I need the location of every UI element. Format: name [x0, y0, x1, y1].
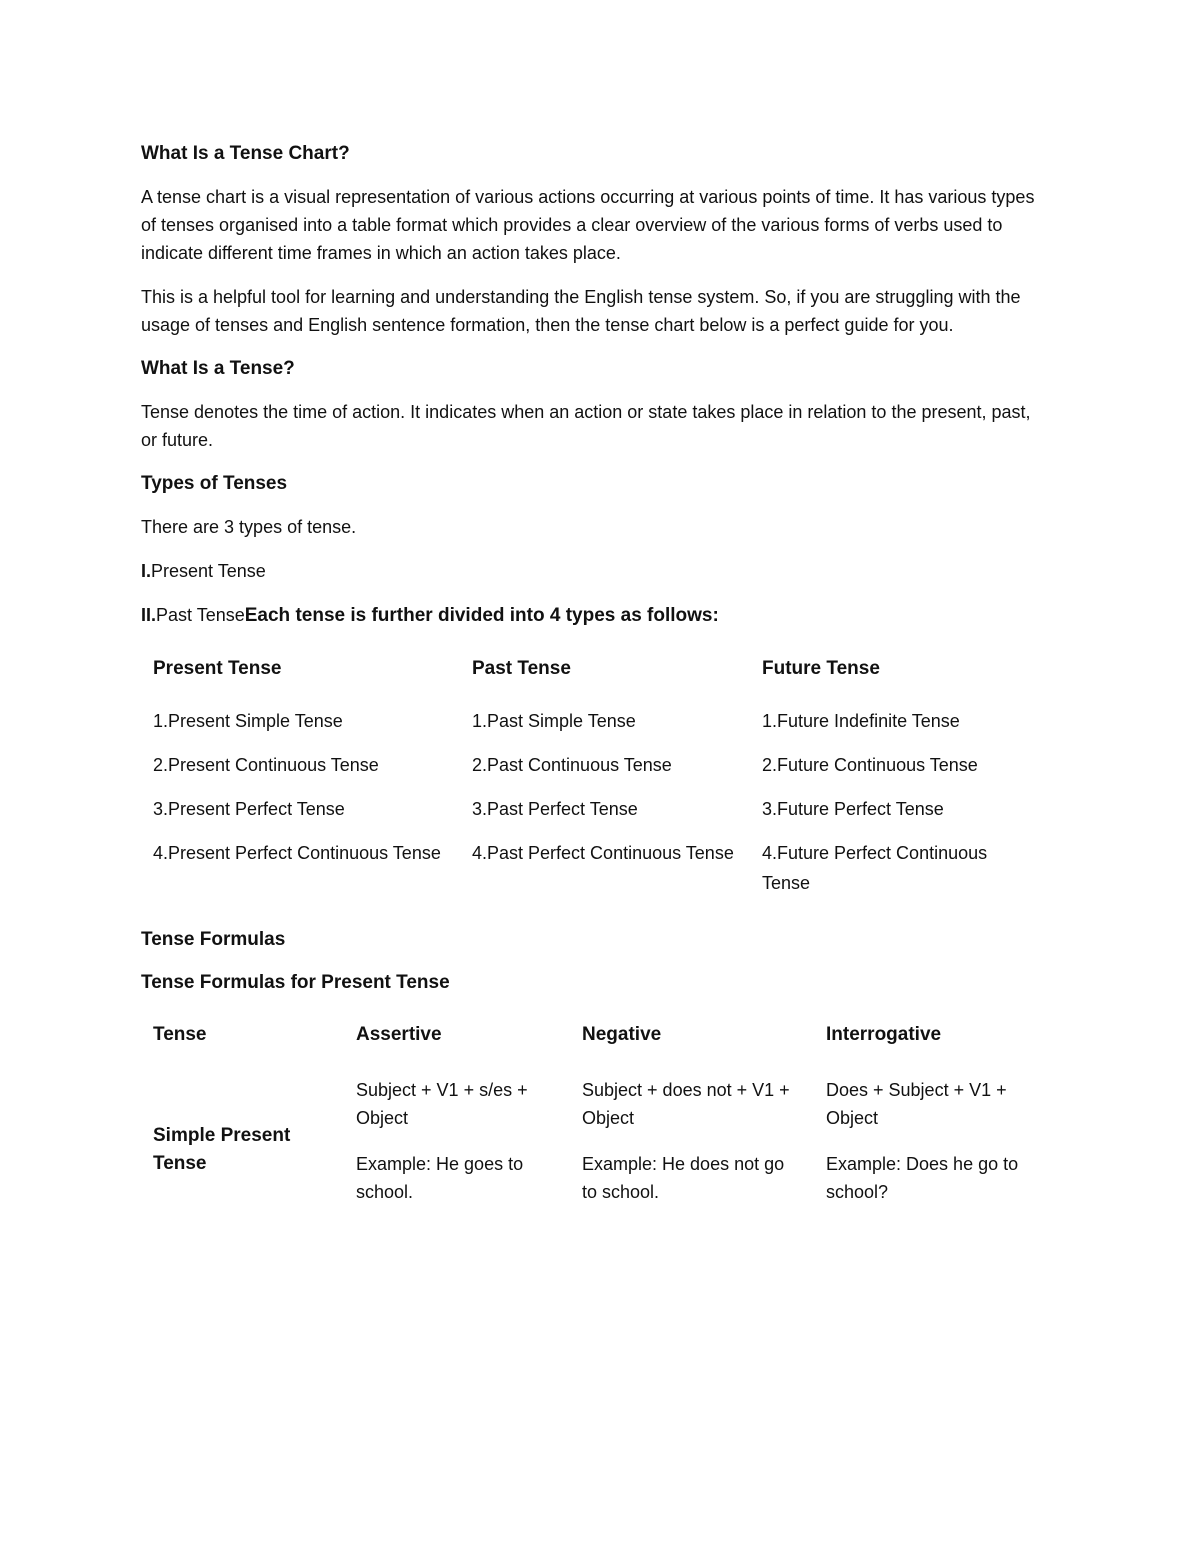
present-formulas-heading: Tense Formulas for Present Tense — [141, 972, 450, 993]
assertive-cell — [344, 1076, 570, 1224]
table-cell: 1.Future Indefinite Tense — [762, 711, 960, 731]
types-count-paragraph: There are 3 types of tense. — [141, 517, 357, 537]
list-item — [141, 557, 1041, 585]
list-item — [141, 601, 1041, 630]
column-header-future: Future Tense — [762, 658, 880, 679]
what-is-tense-heading: What Is a Tense? — [141, 358, 295, 379]
table-cell: 4.Future Perfect Continuous Tense — [762, 843, 988, 893]
table-cell: 1.Present Simple Tense — [153, 711, 343, 731]
table-cell: 3.Future Perfect Tense — [762, 799, 944, 819]
list-item-text: Past Tense — [156, 605, 245, 625]
tense-division-lead: Each tense is further divided into 4 types as follows: — [244, 605, 719, 626]
table-row — [141, 750, 1031, 794]
interrogative-cell — [814, 1076, 1041, 1224]
table-cell: 3.Past Perfect Tense — [472, 799, 638, 819]
table-cell: 3.Present Perfect Tense — [153, 799, 345, 819]
present-tense-formulas-table — [141, 1012, 1041, 1224]
list-item-text: Present Tense — [151, 561, 266, 581]
table-row — [141, 1076, 1041, 1224]
assertive-formula: Subject + V1 + s/es + Object — [356, 1080, 528, 1128]
list-item-number: II. — [141, 605, 157, 625]
tense-definition-paragraph: Tense denotes the time of action. It indicates when an action or state takes place in relation to the present, past, or future. — [141, 402, 1031, 450]
tense-formulas-heading: Tense Formulas — [141, 929, 286, 950]
interrogative-example: Example: Does he go to school? — [826, 1154, 1019, 1202]
column-header-tense: Tense — [153, 1024, 207, 1045]
types-of-tenses-heading: Types of Tenses — [141, 473, 288, 494]
column-header-assertive: Assertive — [356, 1024, 442, 1045]
table-cell: 1.Past Simple Tense — [472, 711, 636, 731]
table-cell: 2.Past Continuous Tense — [472, 755, 672, 775]
negative-cell — [570, 1076, 814, 1224]
column-header-negative: Negative — [582, 1024, 662, 1045]
negative-formula: Subject + does not + V1 + Object — [582, 1080, 790, 1128]
table-cell: 2.Present Continuous Tense — [153, 755, 379, 775]
tense-chart-heading: What Is a Tense Chart? — [141, 143, 350, 164]
table-row — [141, 706, 1031, 750]
table-row — [141, 838, 1031, 912]
table-cell: 2.Future Continuous Tense — [762, 755, 978, 775]
tense-types-table — [141, 646, 1031, 912]
table-header-row — [141, 1012, 1041, 1076]
negative-example: Example: He does not go to school. — [582, 1154, 785, 1202]
document-page — [141, 140, 1041, 1224]
column-header-present: Present Tense — [153, 658, 282, 679]
table-cell: 4.Present Perfect Continuous Tense — [153, 843, 441, 863]
row-header-simple-present: Simple Present Tense — [153, 1125, 291, 1174]
column-header-interrogative: Interrogative — [826, 1024, 942, 1045]
tense-chart-paragraph-1: A tense chart is a visual representation of various actions occurring at various points of time. It has various types of tenses organised into a table format which provides a clear overview of the various forms of verbs used to indicate different time frames in which an action takes place. — [141, 187, 1035, 263]
list-item-number: I. — [141, 561, 152, 581]
tense-chart-paragraph-2: This is a helpful tool for learning and understanding the English tense system. So, if you are struggling with the usage of tenses and English sentence formation, then the tense chart below is a perfect guide for you. — [141, 287, 1021, 335]
interrogative-formula: Does + Subject + V1 + Object — [826, 1080, 1007, 1128]
assertive-example: Example: He goes to school. — [356, 1154, 524, 1202]
table-row — [141, 794, 1031, 838]
table-header-row — [141, 646, 1031, 706]
table-cell: 4.Past Perfect Continuous Tense — [472, 843, 734, 863]
column-header-past: Past Tense — [472, 658, 571, 679]
